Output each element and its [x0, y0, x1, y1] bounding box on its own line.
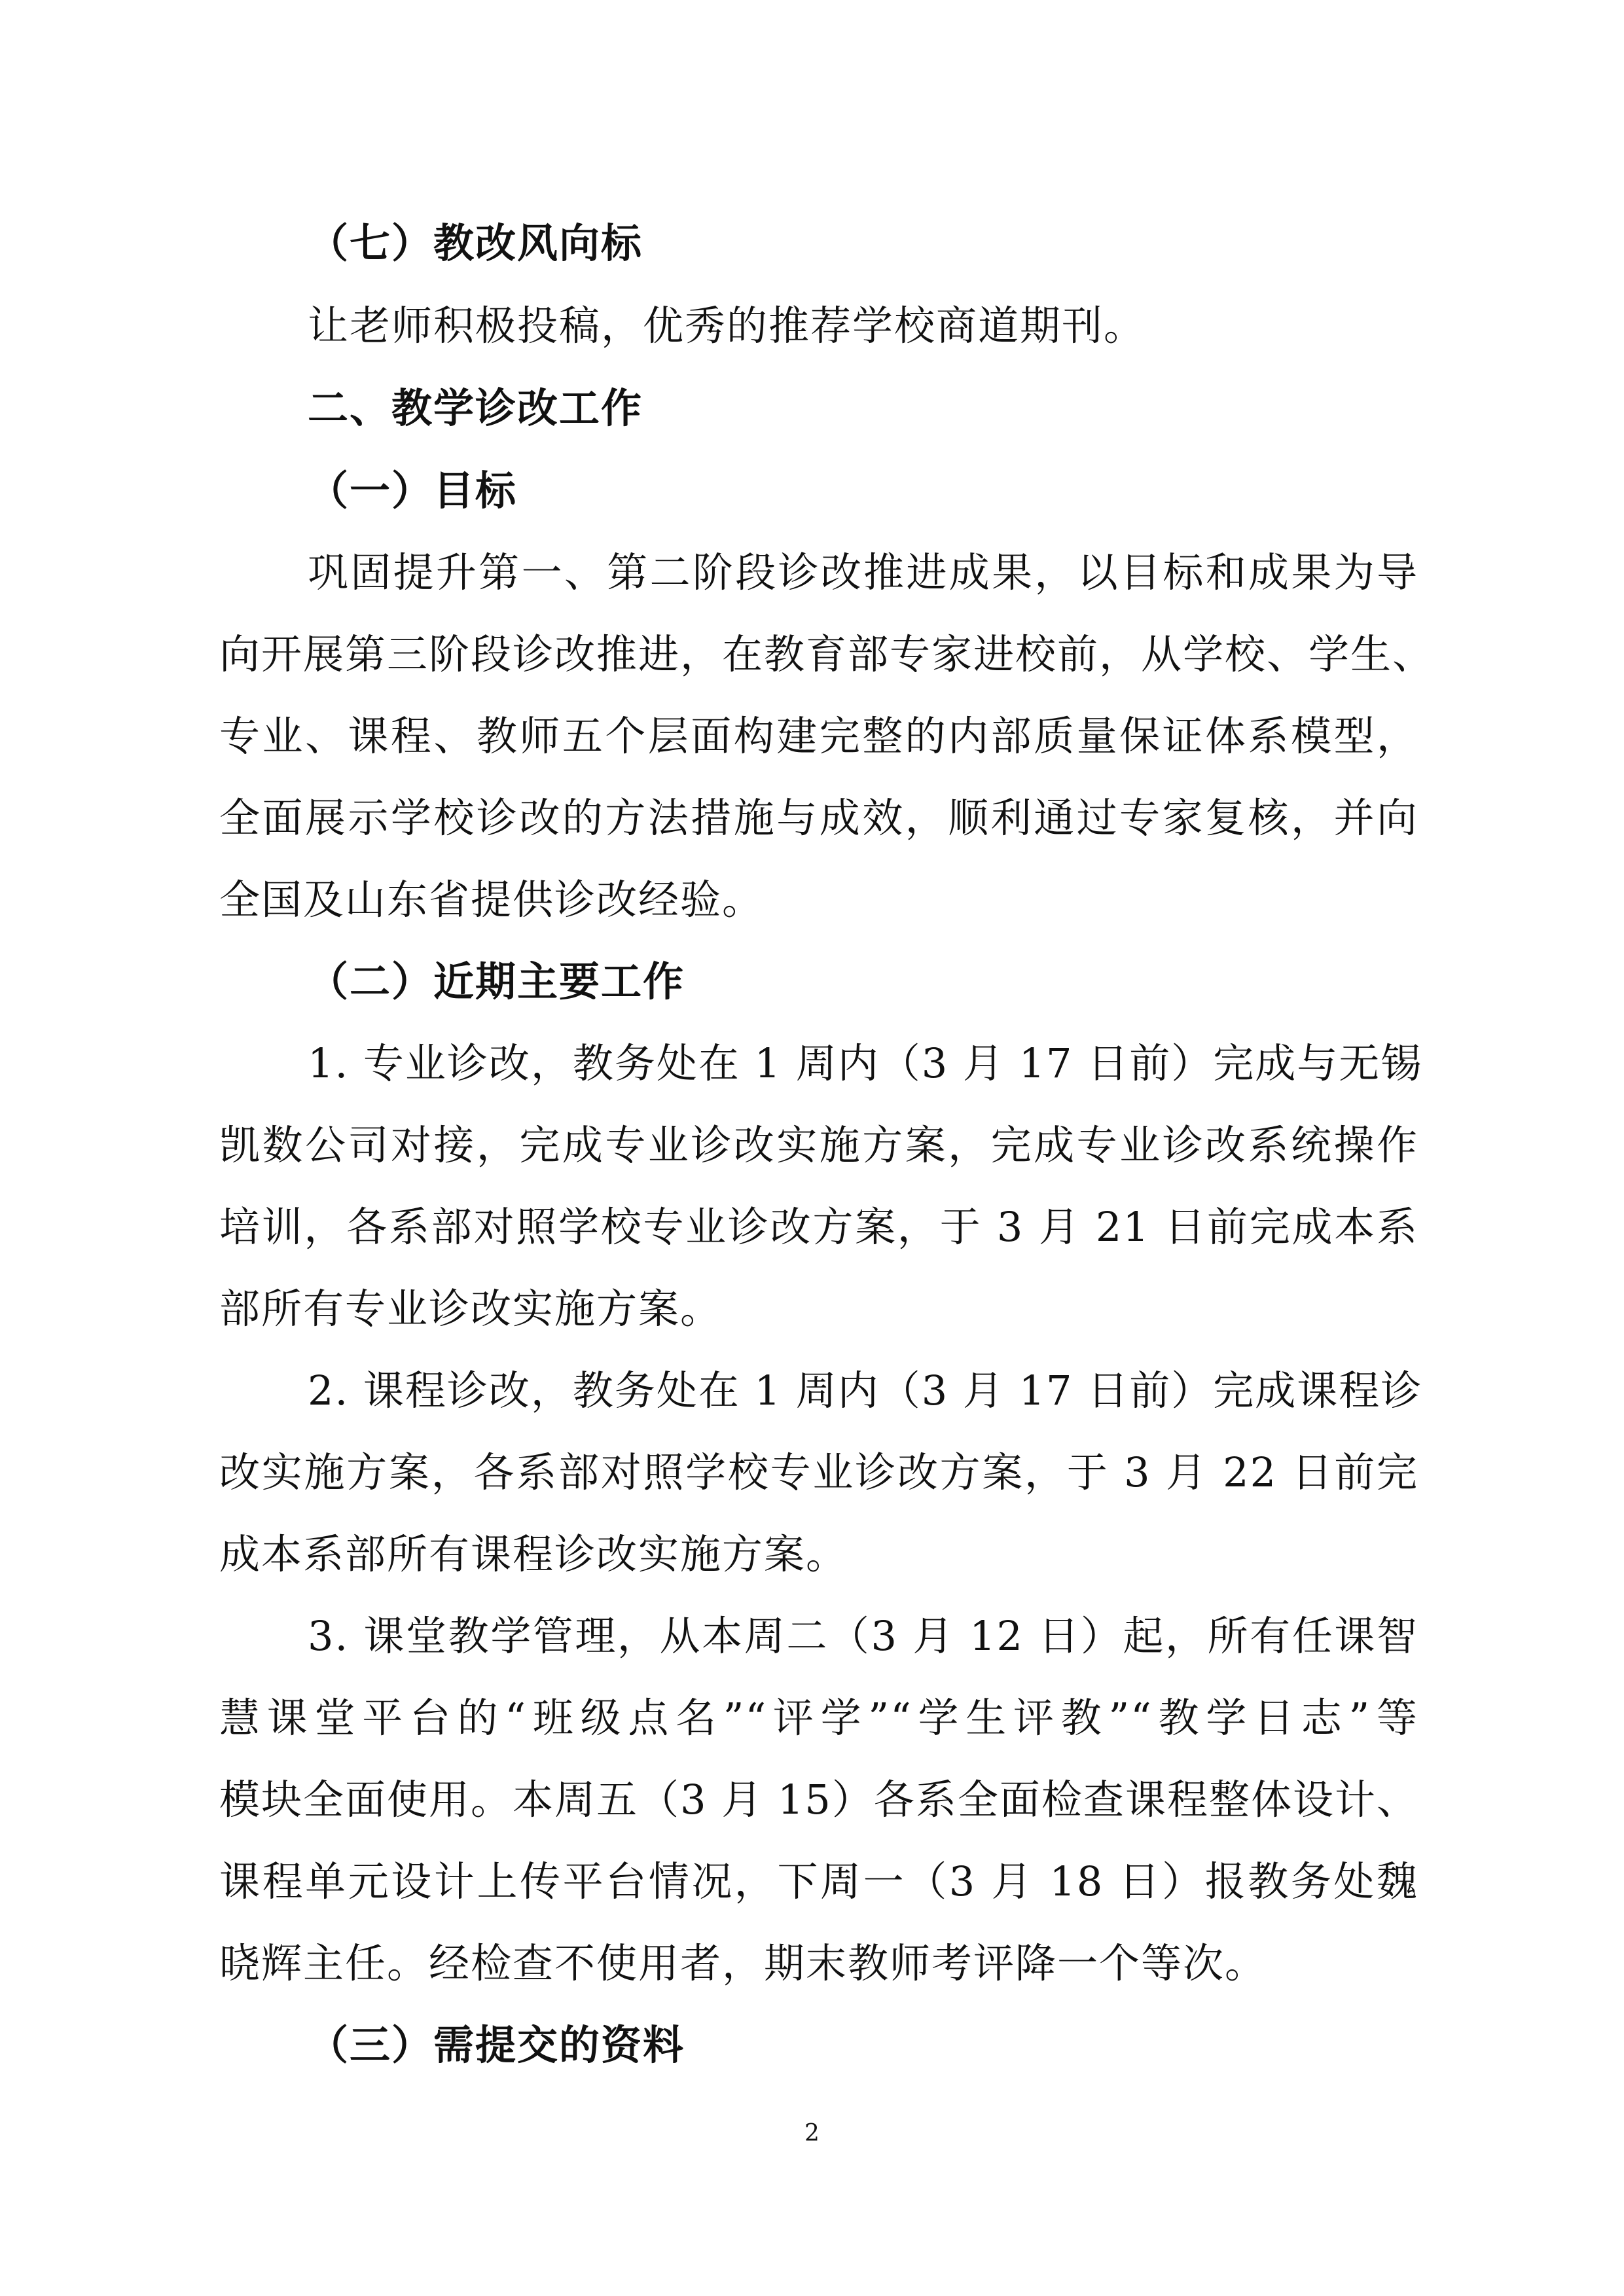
- item3-line-2: 慧课堂平台的“班级点名”“评学”“学生评教”“教学日志”等: [219, 1694, 1418, 1742]
- target-line-5: 全国及山东省提供诊改经验。: [219, 876, 765, 924]
- item2-line-3: 成本系部所有课程诊改实施方案。: [219, 1530, 848, 1578]
- item1-line-2: 凯数公司对接，完成专业诊改实施方案，完成专业诊改系统操作: [219, 1121, 1418, 1169]
- subsection-heading-target: （一）目标: [308, 467, 518, 514]
- paragraph-7-text: 让老师积极投稿，优秀的推荐学校商道期刊。: [308, 302, 1146, 350]
- target-line-3: 专业、课程、教师五个层面构建完整的内部质量保证体系模型，: [219, 712, 1418, 760]
- target-line-2: 向开展第三阶段诊改推进，在教育部专家进校前，从学校、学生、: [219, 630, 1435, 678]
- item3-line-4: 课程单元设计上传平台情况，下周一（3 月 18 日）报教务处魏: [219, 1857, 1418, 1905]
- section-heading-7: （七）教改风向标: [308, 219, 643, 267]
- target-line-4: 全面展示学校诊改的方法措施与成效，顺利通过专家复核，并向: [219, 794, 1418, 842]
- item1-line-3: 培训，各系部对照学校专业诊改方案，于 3 月 21 日前完成本系: [219, 1203, 1418, 1251]
- item1-line-4: 部所有专业诊改实施方案。: [219, 1285, 723, 1333]
- page-number: 2: [804, 2120, 820, 2147]
- target-line-1: 巩固提升第一、第二阶段诊改推进成果，以目标和成果为导: [308, 548, 1418, 596]
- item1-line-1: 1. 专业诊改，教务处在 1 周内（3 月 17 日前）完成与无锡: [308, 1039, 1423, 1087]
- subsection-heading-materials: （三）需提交的资料: [308, 2021, 685, 2069]
- subsection-heading-recent-work: （二）近期主要工作: [308, 958, 685, 1005]
- item2-line-1: 2. 课程诊改，教务处在 1 周内（3 月 17 日前）完成课程诊: [308, 1367, 1423, 1414]
- item3-line-5: 晓辉主任。经检查不使用者，期末教师考评降一个等次。: [219, 1939, 1267, 1987]
- item3-line-1: 3. 课堂教学管理，从本周二（3 月 12 日）起，所有任课智: [308, 1612, 1418, 1660]
- section-heading-2: 二、教学诊改工作: [308, 384, 643, 432]
- item2-line-2: 改实施方案，各系部对照学校专业诊改方案，于 3 月 22 日前完: [219, 1448, 1418, 1496]
- item3-line-3: 模块全面使用。本周五（3 月 15）各系全面检查课程整体设计、: [219, 1776, 1418, 1823]
